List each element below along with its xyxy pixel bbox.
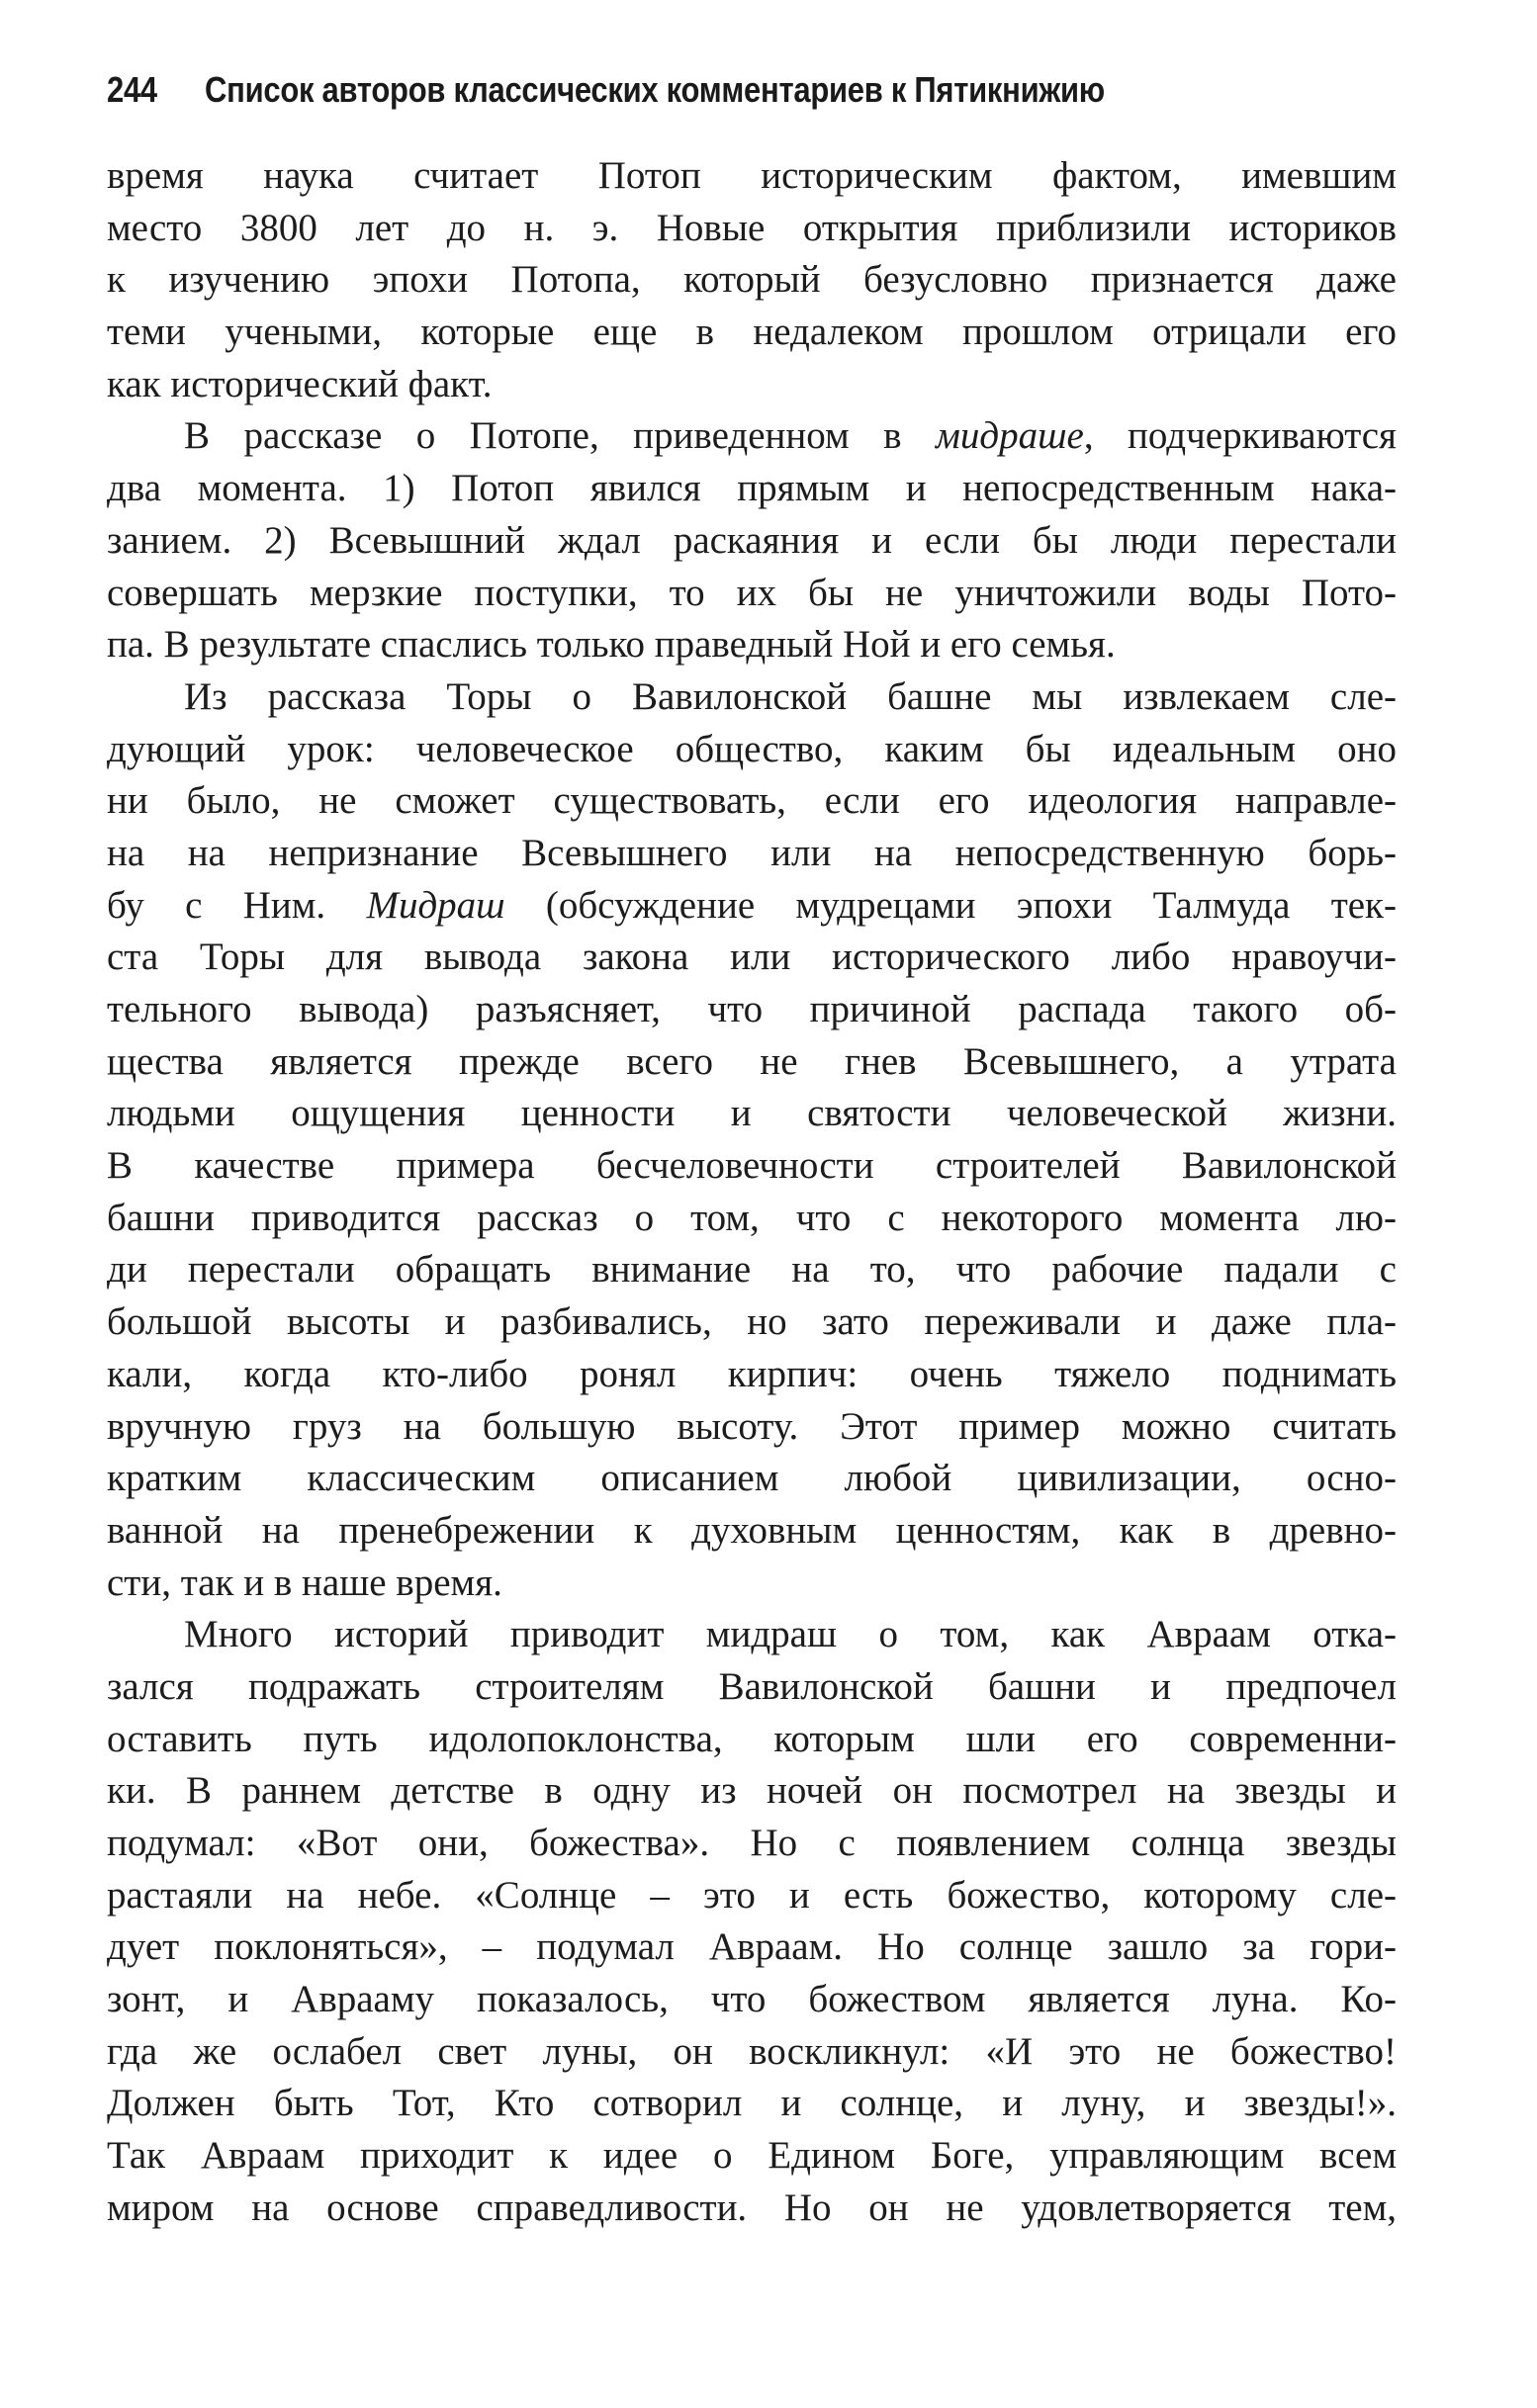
text-line [107,1088,1397,1140]
text-line [107,1609,1397,1661]
line-text: кратким классическим описанием любой цивилизации, осно- [107,1457,1397,1500]
line-text-segment: (обсуждение мудрецами эпохи Талмуда тек- [504,883,1397,927]
line-text: па. В результате спаслись только праведный Ной и его семья. [107,623,1116,667]
line-text: совершать мерзкие поступки, то их бы не уничтожили воды Пото- [107,571,1397,614]
text-line [107,568,1397,620]
line-text: дует поклоняться», – подумал Авраам. Но солнце зашло за гори- [107,1925,1397,1969]
line-text [107,880,1397,933]
line-text: зался подражать строителям Вавилонской башни и предпочел [107,1664,1397,1708]
line-text: Много историй приводит мидраш о том, как Авраам отка- [184,1613,1397,1656]
text-line [107,619,1397,671]
text-line [107,880,1397,933]
line-text: В качестве примера бесчеловечности строителей Вавилонской [107,1144,1397,1188]
line-text: Должен быть Тот, Кто сотворил и солнце, и луну, и звезды!». [107,2082,1397,2125]
text-line [107,1140,1397,1193]
text-line [107,1870,1397,1922]
text-line [107,1921,1397,1974]
text-line [107,775,1397,828]
text-line [107,463,1397,515]
text-line [107,307,1397,359]
line-text: к изучению эпохи Потопа, который безусловно признается даже [107,258,1397,302]
running-title: Список авторов классических комментариев к Пятикнижию [205,69,1105,110]
text-line [107,1296,1397,1349]
line-text: ста Торы для вывода закона или исторического либо нравоучи- [107,936,1397,979]
text-line [107,984,1397,1036]
line-text: миром на основе справедливости. Но он не удовлетворяется тем, [107,2185,1397,2229]
line-text: время наука считает Потоп историческим фактом, имевшим [107,154,1397,197]
line-text-segment: В рассказе о Потопе, приведенном в [184,414,936,458]
text-line [107,515,1397,568]
text-line [107,1714,1397,1766]
text-line [107,150,1397,203]
text-line [107,1818,1397,1870]
line-text: место 3800 лет до н. э. Новые открытия приблизили историков [107,206,1397,249]
line-text: два момента. 1) Потоп явился прямым и непосредственным нака- [107,467,1397,510]
line-text: зонт, и Аврааму показалось, что божеством является луна. Ко- [107,1978,1397,2021]
line-text: сти, так и в наше время. [107,1561,502,1604]
line-text-segment: , подчеркиваются [1083,414,1397,458]
text-line [107,2026,1397,2079]
text-line [107,2130,1397,2183]
line-text-segment: бу с Ним. [107,883,367,927]
line-text: ки. В раннем детстве в одну из ночей он посмотрел на звезды и [107,1769,1397,1813]
line-text: большой высоты и разбивались, но зато переживали и даже пла- [107,1300,1397,1344]
line-text: оставить путь идолопоклонства, которым шли его современни- [107,1717,1397,1760]
text-line [107,1349,1397,1401]
line-text: ди перестали обращать внимание на то, что рабочие падали с [107,1248,1397,1292]
text-line [107,254,1397,307]
text-line [107,1453,1397,1505]
text-line [107,410,1397,463]
line-text: Так Авраам приходит к идее о Едином Боге, управляющим всем [107,2134,1397,2178]
text-line [107,1505,1397,1558]
line-text: ванной на пренебрежении к духовным ценностям, как в древно- [107,1508,1397,1552]
text-line [107,359,1397,411]
line-text: подумал: «Вот они, божества». Но с появлением солнца звезды [107,1822,1397,1864]
text-line [107,203,1397,255]
italic-term: Мидраш [366,883,505,927]
italic-term: мидраше [936,414,1084,458]
line-text: ни было, не сможет существовать, если его идеология направле- [107,779,1397,823]
line-text: растаяли на небе. «Солнце – это и есть божество, которому сле- [107,1873,1397,1917]
line-text: тельного вывода) разъясняет, что причиной распада такого об- [107,988,1397,1030]
text-line [107,2078,1397,2130]
line-text: кали, когда кто-либо ронял кирпич: очень тяжело поднимать [107,1352,1397,1395]
line-text: теми учеными, которые еще в недалеком прошлом отрицали его [107,311,1397,354]
line-text: людьми ощущения ценности и святости человеческой жизни. [107,1092,1397,1135]
text-line [107,724,1397,776]
line-text: Из рассказа Торы о Вавилонской башне мы извлекаем сле- [184,674,1397,718]
body-text [107,150,1397,2235]
line-text [184,410,1397,463]
running-header [107,69,1216,111]
text-line [107,1661,1397,1714]
line-text: щества является прежде всего не гнев Всевышнего, а утрата [107,1039,1397,1083]
text-line [107,932,1397,984]
line-text: на на непризнание Всевышнего или на непосредственную борь- [107,831,1397,874]
text-line [107,1401,1397,1454]
page-number: 244 [107,69,157,110]
text-line [107,1974,1397,2026]
line-text: гда же ослабел свет луны, он воскликнул: «И это не божество! [107,2029,1397,2073]
text-line [107,1558,1397,1610]
text-line [107,2183,1397,2235]
line-text: вручную груз на большую высоту. Этот пример можно считать [107,1404,1397,1448]
text-line [107,828,1397,880]
text-line [107,671,1397,724]
line-text: дующий урок: человеческое общество, каким бы идеальным оно [107,727,1397,770]
text-line [107,1036,1397,1089]
document-page [107,69,1397,2235]
text-line [107,1193,1397,1245]
line-text: занием. 2) Всевышний ждал раскаяния и если бы люди перестали [107,518,1397,562]
text-line [107,1765,1397,1818]
line-text: как исторический факт. [107,362,493,405]
line-text: башни приводится рассказ о том, что с некоторого момента лю- [107,1196,1397,1239]
text-line [107,1244,1397,1296]
